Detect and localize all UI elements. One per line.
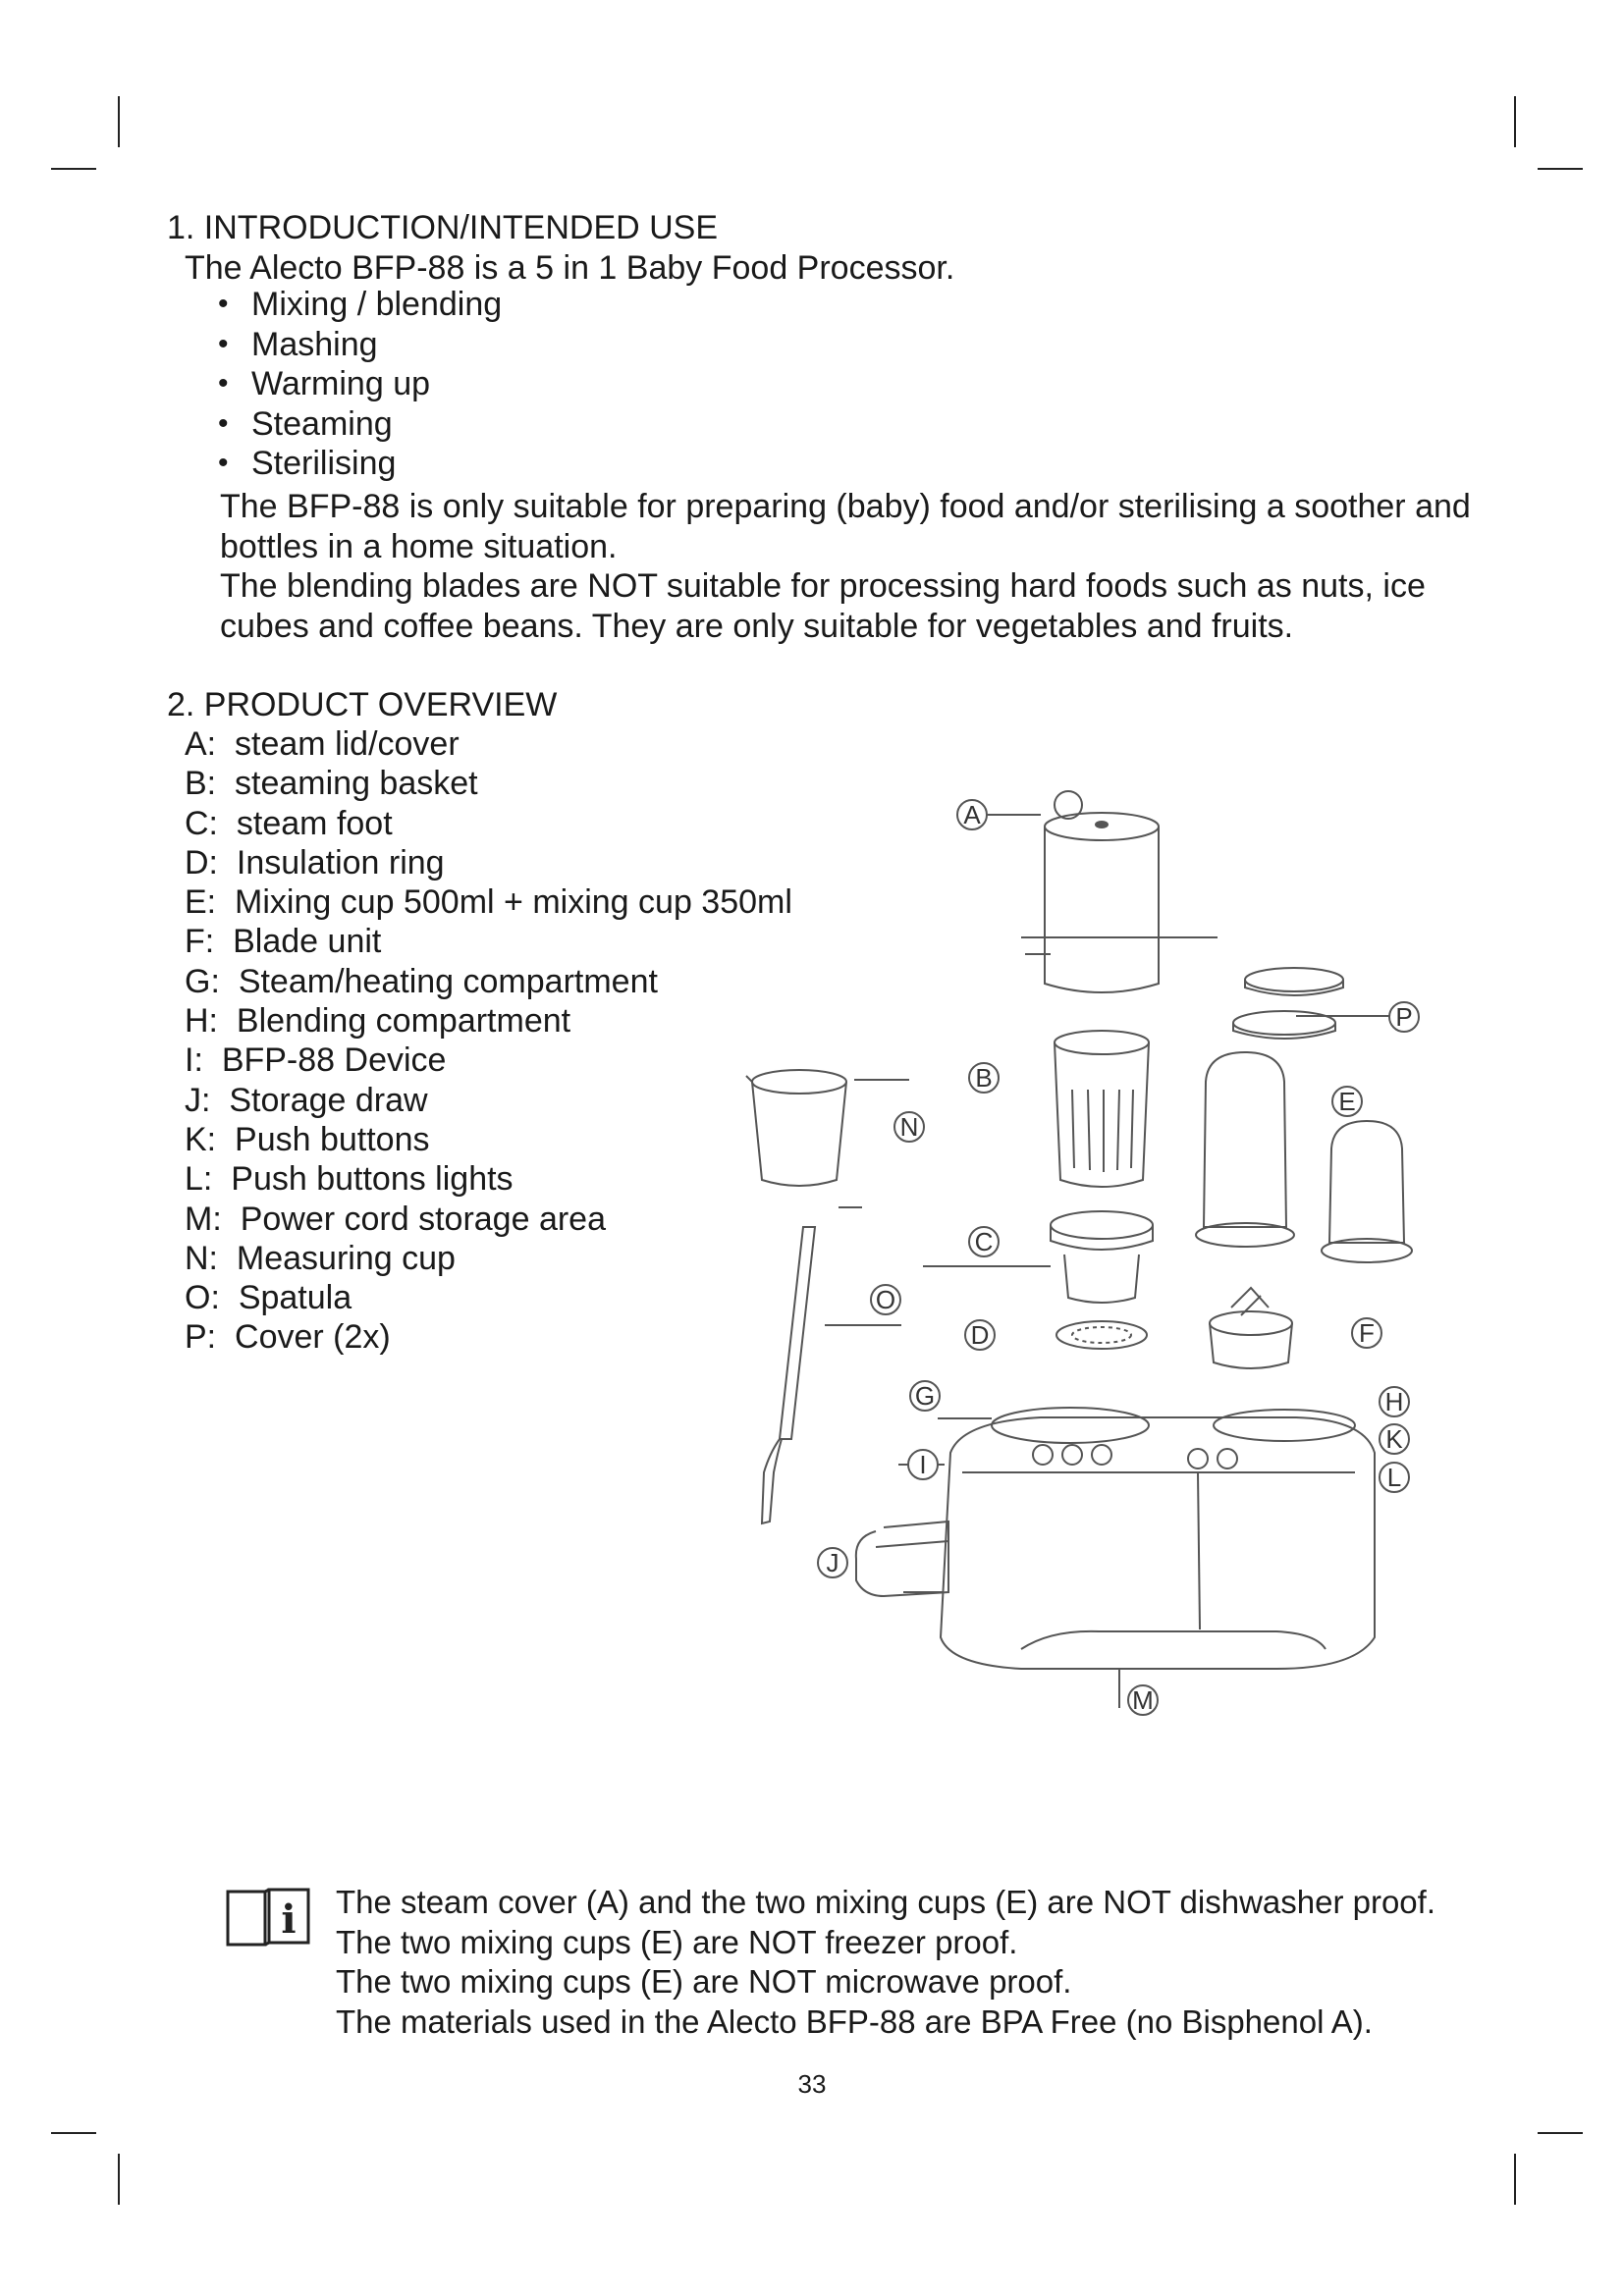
part-key: P: (185, 1318, 217, 1357)
list-item: • Sterilising (218, 444, 502, 484)
device-body-illustration (941, 1408, 1375, 1669)
callout-j (818, 1548, 847, 1577)
steaming-basket-illustration (1055, 1031, 1149, 1187)
list-item (185, 882, 792, 922)
part-label: Insulation ring (236, 843, 445, 881)
list-item (185, 1159, 792, 1199)
part-key: J: (185, 1081, 211, 1119)
callout-k (1380, 1424, 1409, 1454)
list-item (185, 1278, 792, 1317)
crop-mark-top-right-v (1514, 96, 1516, 147)
part-key: C: (185, 804, 218, 842)
covers-illustration (1233, 968, 1343, 1039)
list-item (185, 1120, 792, 1159)
part-key: M: (185, 1200, 222, 1238)
section-1-intro: The Alecto BFP-88 is a 5 in 1 Baby Food Processor. (185, 249, 955, 287)
callout-label: B (975, 1063, 993, 1093)
list-item: The two mixing cups (E) are NOT freezer proof. (336, 1923, 1018, 1960)
part-key: I: (185, 1041, 203, 1080)
part-key: H: (185, 1002, 218, 1041)
callout-n (894, 1112, 924, 1142)
part-key: D: (185, 843, 218, 881)
spatula-illustration (762, 1227, 815, 1523)
crop-mark-top-right-h (1538, 168, 1583, 170)
callout-label: N (899, 1112, 919, 1142)
part-key: K: (185, 1120, 217, 1158)
part-label: Blending compartment (236, 1002, 571, 1041)
callout-o (871, 1285, 900, 1314)
callout-c (969, 1227, 999, 1256)
callout-g (910, 1381, 940, 1411)
callout-b (969, 1063, 999, 1093)
list-item (185, 1317, 792, 1357)
crop-mark-bottom-right-v (1514, 2154, 1516, 2205)
callout-f (1352, 1318, 1381, 1348)
info-glyph: i (281, 1896, 297, 1943)
info-book-icon (226, 1886, 310, 1949)
crop-mark-bottom-left-v (118, 2154, 120, 2205)
measuring-cup-illustration (746, 1070, 846, 1186)
insulation-ring-illustration (1056, 1321, 1147, 1349)
part-label: Spatula (238, 1279, 352, 1317)
callout-d (965, 1320, 995, 1350)
callout-label: K (1385, 1424, 1403, 1454)
callout-label: C (974, 1227, 994, 1256)
list-item: • Steaming (218, 404, 502, 445)
callout-label: M (1132, 1685, 1154, 1715)
product-exploded-diagram (727, 766, 1473, 1728)
part-label: Measuring cup (236, 1239, 456, 1277)
list-item (185, 724, 792, 764)
crop-mark-bottom-right-h (1538, 2132, 1583, 2134)
part-label: Push buttons (235, 1120, 430, 1158)
list-item: The two mixing cups (E) are NOT microwave proof. (336, 1963, 1072, 2000)
parts-list (185, 724, 792, 1358)
callout-label: O (875, 1285, 896, 1314)
blade-unit-illustration (1210, 1288, 1292, 1368)
list-item (185, 1081, 792, 1120)
part-label: Cover (2x) (235, 1318, 391, 1357)
callout-label: P (1395, 1002, 1413, 1032)
page-number: 33 (797, 2069, 827, 2099)
crop-mark-bottom-left-h (51, 2132, 96, 2134)
list-item: • Mashing (218, 325, 502, 365)
part-label: Storage draw (229, 1081, 428, 1119)
part-key: L: (185, 1160, 213, 1199)
callout-label: I (919, 1450, 927, 1479)
part-label: Blade unit (233, 923, 382, 961)
list-item (185, 843, 792, 882)
part-key: F: (185, 923, 215, 961)
part-key: E: (185, 883, 217, 922)
part-label: BFP-88 Device (221, 1041, 447, 1080)
callout-label: E (1338, 1087, 1356, 1116)
storage-draw-illustration (856, 1522, 948, 1596)
callout-label: D (970, 1320, 990, 1350)
section-1-title: 1. INTRODUCTION/INTENDED USE (167, 209, 719, 246)
part-label: Steam/heating compartment (238, 962, 658, 1000)
callout-label: J (826, 1548, 839, 1577)
callout-label: G (914, 1381, 936, 1411)
callout-l (1380, 1463, 1409, 1492)
part-label: steam lid/cover (235, 725, 460, 763)
part-key: B: (185, 765, 217, 803)
callout-a (957, 800, 987, 829)
blades-paragraph: The blending blades are NOT suitable for processing hard foods such as nuts, ice cubes and coffee beans. They are only suitable for vegetables and fruits. (220, 567, 1426, 645)
list-item: • Warming up (218, 364, 502, 404)
callout-e (1332, 1087, 1362, 1116)
list-item: The materials used in the Alecto BFP-88 are BPA Free (no Bisphenol A). (336, 2002, 1373, 2040)
feature-list (218, 285, 502, 484)
steam-foot-illustration (1051, 1211, 1153, 1303)
part-key: A: (185, 725, 217, 763)
part-label: Power cord storage area (240, 1200, 606, 1238)
usage-paragraph: The BFP-88 is only suitable for preparing (baby) food and/or sterilising a soother and bottles in a home situation. (220, 488, 1471, 565)
crop-mark-top-left-h (51, 168, 96, 170)
list-item: • Mixing / blending (218, 285, 502, 325)
list-item (185, 1001, 792, 1041)
callout-i (908, 1450, 938, 1479)
section-2-title: 2. PRODUCT OVERVIEW (167, 686, 558, 723)
callout-h (1380, 1387, 1409, 1416)
mixing-cups-illustration (1196, 1052, 1412, 1262)
part-label: Push buttons lights (231, 1160, 514, 1199)
part-label: Mixing cup 500ml + mixing cup 350ml (235, 883, 792, 922)
list-item: The steam cover (A) and the two mixing cups (E) are NOT dishwasher proof. (336, 1884, 1436, 1920)
list-item (185, 804, 792, 843)
part-label: steaming basket (235, 765, 478, 803)
part-key: G: (185, 962, 220, 1000)
part-key: N: (185, 1239, 218, 1277)
list-item (185, 1041, 792, 1080)
list-item (185, 1239, 792, 1278)
callout-label: F (1359, 1318, 1375, 1348)
callout-label: H (1384, 1387, 1404, 1416)
callout-label: A (963, 800, 981, 829)
callout-label: L (1386, 1463, 1402, 1492)
steam-lid-illustration (1045, 791, 1159, 992)
list-item (185, 922, 792, 961)
callout-m (1128, 1685, 1158, 1715)
list-item (185, 764, 792, 803)
notes-list (336, 1883, 1435, 2042)
callout-p (1389, 1002, 1419, 1032)
crop-mark-top-left-v (118, 96, 120, 147)
part-key: O: (185, 1279, 220, 1317)
part-label: steam foot (236, 804, 393, 842)
list-item (185, 1200, 792, 1239)
list-item (185, 962, 792, 1001)
